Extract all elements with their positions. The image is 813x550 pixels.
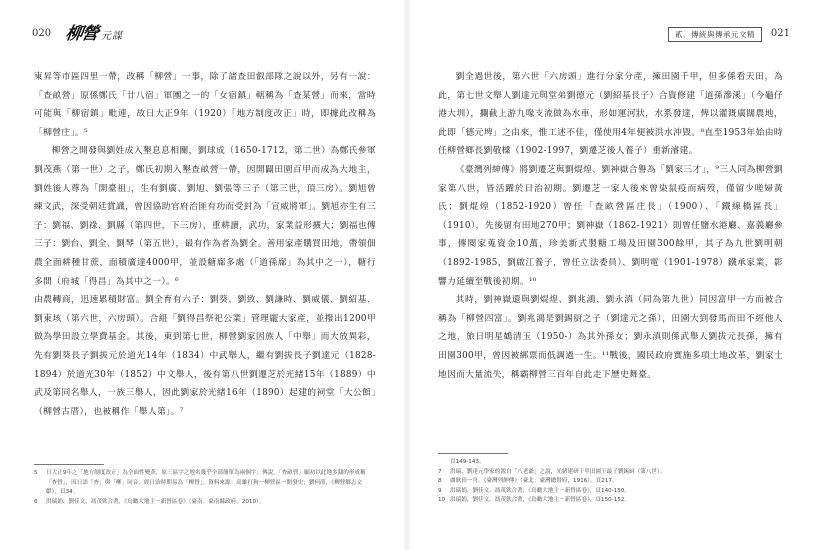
footnote <box>438 477 783 487</box>
left-body-text <box>34 68 376 421</box>
footnote-text: 頁149-143。 <box>450 459 485 465</box>
footnote-text: 洪瑞、劉達元學家的源自「八老爺」之說，光緒建研千甲田園下最子劉錫厨（第八世）。 <box>450 468 666 475</box>
footnote <box>438 468 783 478</box>
right-footnotes <box>438 453 783 506</box>
right-body-text <box>438 68 783 384</box>
paragraph: 其時，劉神嶽還與劉焜煌、劉兆鴻、劉永滇（同為第九世）同因富甲一方而被合稱為「柳營四富」。劉兆鴻是劉錫厨之子（劉達元之孫），田園大到發馬而田不經他人之地，旅日明星鶴清玉（1950-）為其外孫女；劉永滇則係武舉人劉拔元長孫，擁有田園300甲，曾因被綁票而低調過一生。¹¹戰後，國民政府實施多項土地改革，劉家土地因而大量流失，稱霸柳營三百年自此走下歷史舞臺。 <box>438 295 783 380</box>
footnote-text: 日大正9年之「地方制度改正」為全面性變革，原三區字之地名幾乎全部簡單為兩個字；傳說，「查畝營」顧初以此地多隸的形成稱「查營」，因日語「查」與「柳」同音，經日治時期易為「柳營」。資料來源：高雄打狗一柳營區一開發史；劉何薛，《柳營鄉志文獻》，頁34。 <box>46 470 366 496</box>
footnote <box>34 469 376 498</box>
footnote-number: 9 <box>438 487 442 494</box>
footnote-number: 8 <box>438 478 442 485</box>
footnote-rule <box>438 453 508 454</box>
footnote-text: 洪瑞娟、劉佳文、馮茂欽合著，《鳥瞰大地主－新營區卷》，頁150-152。 <box>450 497 630 504</box>
paragraph: 《臺灣列紳傳》將劉遷芝與劉焜煌、劉神嶽合譽為「劉家三才」，⁹三人同為柳營劉家第八世，皆活躍於日治初期。劉遷芝一家人後來曾染鼠疫而病歿，僅留少嗟婦黃氏；劉焜煌（1852-1920）曾任「查畝營區庄長」（1900）、「鐵線橋區長」（1910），先後留有田地270甲；劉神嶽（1862-1921）則曾任鹽水港廳、嘉義廳參事，傳閱家蒐資金10萬，珍美新式製糖工場及田園300餘甲，其子為九世劉明朝（1892-1985，劉啟江養子，曾任立法委員）、劉明電（1901-1978）鐵承家業，影響力延續至戰後初期。¹⁰ <box>438 164 783 287</box>
right-page <box>430 22 790 537</box>
footnote <box>438 496 783 506</box>
book-title-main: 柳營 <box>64 24 100 44</box>
footnote-text: 洪瑞娟、劉佳文、馮茂欽合著，《鳥瞰大地主－新營區卷》，頁140-150。 <box>450 487 630 494</box>
footnote-number: 7 <box>438 468 442 475</box>
book-title-logo <box>66 22 123 44</box>
right-page-number: 021 <box>770 28 790 39</box>
footnote <box>34 498 376 508</box>
paragraph: 柳營之開發與劉姓成入墾息息相關，劉球成（1650-1712，第二世）為鄭氏參軍劉茂燕（第一世）之子，鄭氏初期入墾查畝營一帶，因開闢田園百甲而成為大地主，劉姓後人尊為「開臺祖」，生有劉廣、劉旭、劉張等三子（第三世，頂三房）。劉旭曾練文武，深受朝廷賞識，曾因協助官府治匪有功而受封為「宣威將軍」。劉旭亦生有三子：劉福、劉祿、劉縣（第四世，下三房），重耕讀，武功，家業益形擴大；劉福也傳三子：劉台、劉全、劉琴（第五世），最有作為者為劉全。善用家產購買田地，帶領佃農全面耕種甘蔗，面積廣達4000甲，並設糖廍多處（「道孫廍」為其中之一），糖行多間（府城「得昌」為其中之一）。⁶ <box>34 146 376 287</box>
book-gutter <box>402 0 412 550</box>
footnote-text: 盧耿田一舟，《臺灣列紳傳》（臺北：臺灣總督府，1916），頁217。 <box>450 478 618 485</box>
footnote-number: 10 <box>438 497 446 504</box>
book-title-sub: 元謀 <box>101 31 123 42</box>
footnote <box>438 487 783 497</box>
footnote-number: 6 <box>34 498 38 505</box>
chapter-tag: 貳．傳統與傳承元文精 <box>668 27 762 42</box>
paragraph: 由農轉商，迅速累積財富。劉全育有六子：劉葵、劉致、劉謙時、劉威儀、劉紹基、劉東垓（第六世，六房頭）。合組「劉得昌祭祀公業」管理龐大家產，並撥出1200甲做為學田設立學費基金。其後，東到第七世，柳營劉家因族人「中舉」而大放異彩，先有劉葵長子劉拔元於道光14年（1834）中武舉人，繼有劉拔長子劉達元（1828-1894）於道光30年（1852）中文舉人，後有第八世劉遷芝於光緒15年（1889）中武及第同名舉人，一族三舉人，因此劉家於光緒16年（1890）起建的祠堂「大公館」（柳營古厝），也被稱作「舉人第」。⁷ <box>34 295 376 417</box>
footnote-number <box>438 458 450 468</box>
footnote <box>438 458 783 468</box>
left-page-header <box>22 22 382 48</box>
footnote-number: 5 <box>34 470 38 476</box>
left-footnotes <box>34 464 376 507</box>
paragraph: 東昇等市區四里一帶，改稱「柳營」一事，除了諸查田叡部隊之說以外，另有一說：「查畝營」原係鄭氏「廿八宿」軍團之一的「女宿鎮」轄稱為「查某營」而來，當時可能與「柳宿鎮」毗連，故日大正9年（1920）「地方制度改正」時，即據此改稱為「柳營庄」。⁵ <box>34 72 376 138</box>
footnote-rule <box>34 464 104 465</box>
paragraph: 劉全過世後，第六世「六房頭」進行分家分產，擁田園千甲，但多係看天田，為此，第七世文舉人劉達元與堂弟劉德元（劉紹基長子）合資修建「道孫滲溪」（今龜仔港大圳），攔截上游九喙支流做為水車，形如運河狀，水系發達，俾以灌溉廣闊農地，此即「德元埤」之由來，惟工述不佳，僅使用4年便被洪水沖毀。⁸直至1953年始由時任柳營鄉長劉敬樑（1902-1997，劉遷芝後人養子）重新濬建。 <box>438 72 783 157</box>
left-page <box>22 22 382 537</box>
right-page-header <box>430 22 790 48</box>
left-page-number: 020 <box>32 28 52 39</box>
footnote-text: 洪瑞娟、劉佳文、馮茂欽合著，《鳥瞰大地主－新營區卷》（臺南：臺南縣政府，2010）。 <box>46 498 265 505</box>
